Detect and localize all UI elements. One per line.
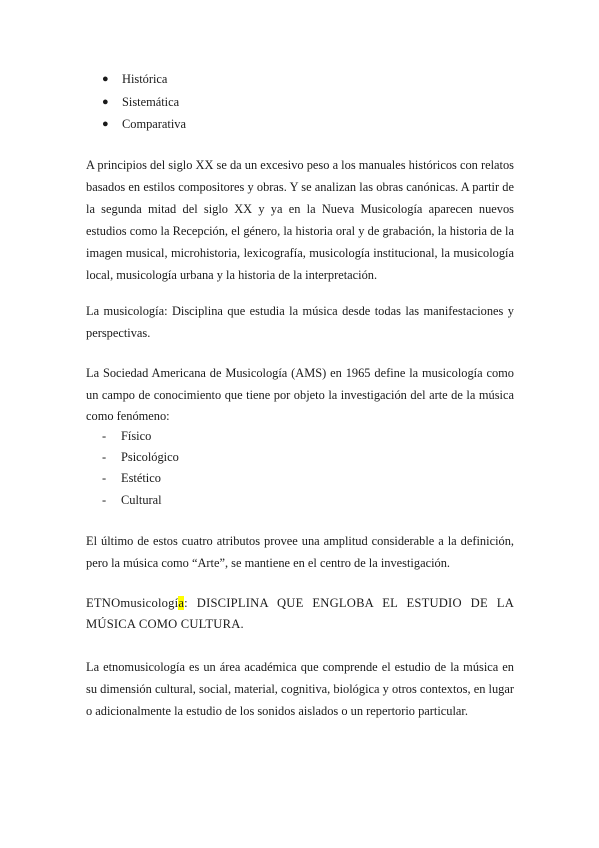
list-item: - Cultural bbox=[100, 490, 179, 511]
dash-list-phenomena bbox=[100, 426, 179, 511]
paragraph-definition: La musicología: Disciplina que estudia la música desde todas las manifestaciones y perspectivas. bbox=[86, 304, 514, 340]
dash-icon: - bbox=[102, 492, 107, 507]
bullet-icon: ● bbox=[102, 73, 109, 85]
dash-icon: - bbox=[102, 450, 107, 465]
paragraph-ams: La Sociedad Americana de Musicología (AMS) en 1965 define la musicología como un campo de conocimiento que tiene por objeto la investigación del arte de la música como fenómeno: bbox=[86, 366, 514, 423]
paragraph-history: A principios del siglo XX se da un excesivo peso a los manuales históricos con relatos basados en estilos compositores y obras. Y se analizan las obras canónicas. A partir de la segunda mitad del siglo XX y ya en la Nueva Musicología aparecen nuevos estudios como la Recepción, el género, la historia oral y de grabación, la historia de la imagen musical, microhistoria, lexicografía, musicología institucional, la musicología local, musicología urbana y la historia de la interpretación. bbox=[86, 158, 514, 282]
list-item: ● Comparativa bbox=[100, 113, 186, 136]
dash-icon: - bbox=[102, 429, 107, 443]
paragraph-ethnomusicology: La etnomusicología es un área académica que comprende el estudio de la música en su dimensión cultural, social, material, cognitiva, biológica y otros contextos, en lugar o adicionalmente la estudio de los sonidos aislados o un repertorio particular. bbox=[86, 660, 514, 718]
heading-ethnomusicology: ETNOmusicología: DISCIPLINA QUE ENGLOBA EL ESTUDIO DE LA MÚSICA COMO CULTURA. bbox=[86, 596, 514, 631]
bullet-icon: ● bbox=[102, 95, 109, 108]
paragraph-attributes: El último de estos cuatro atributos provee una amplitud considerable a la definición, pero la música como “Arte”, se mantiene en el centro de la investigación. bbox=[86, 534, 514, 570]
bullet-icon: ● bbox=[102, 118, 109, 130]
bullet-list-types bbox=[100, 68, 186, 136]
list-item: - Estético bbox=[100, 468, 179, 489]
dash-icon: - bbox=[102, 471, 107, 486]
list-item: - Físico bbox=[100, 426, 179, 447]
highlighted-text: a bbox=[178, 596, 185, 610]
list-item: ● Histórica bbox=[100, 68, 186, 91]
list-item: - Psicológico bbox=[100, 447, 179, 468]
list-item: ● Sistemática bbox=[100, 91, 186, 114]
